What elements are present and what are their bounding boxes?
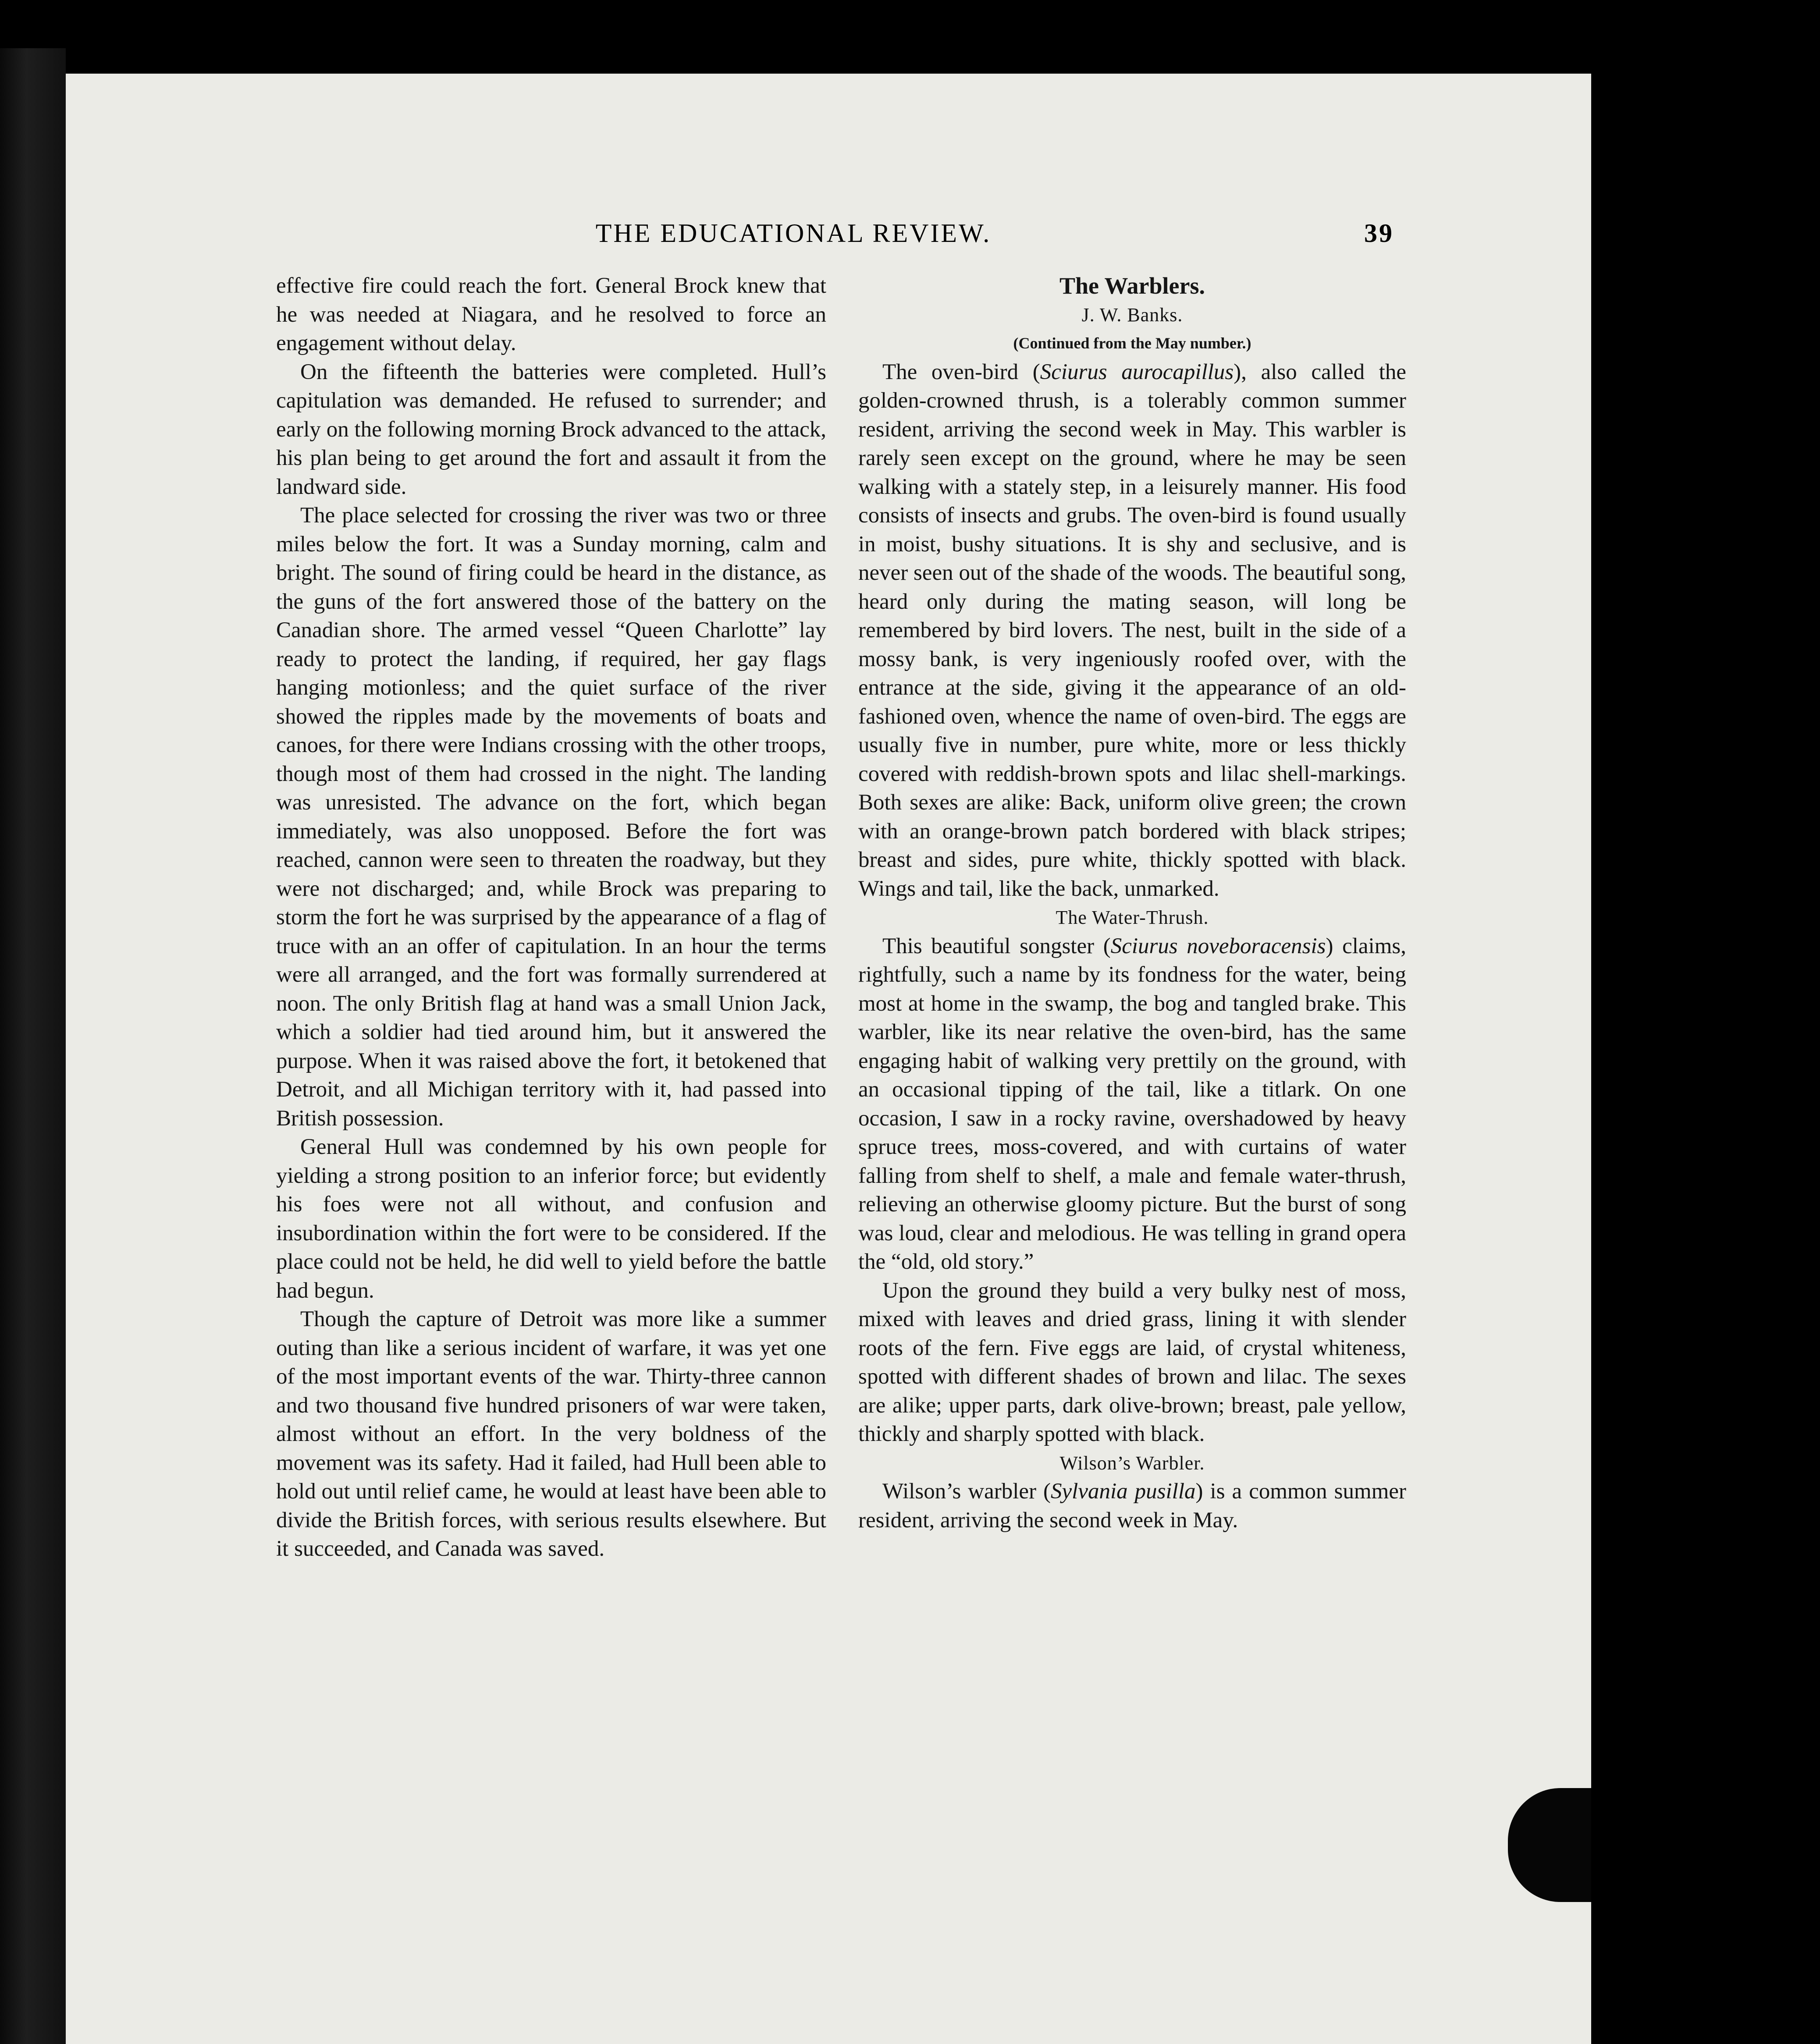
article-author: J. W. Banks. [1081, 304, 1183, 326]
text-run: ), also called the golden-crowned thrush, is a tolerably common summer resident, arriving the second week in May. This warbler is rarely seen except on the ground, where he may be seen walking with a stately step, in a leisurely manner. His food consists of insects and grubs. The oven-bird is found usually in moist, bushy situations. It is shy and seclusive, and is never seen out of the shade of the woods. The beautiful song, heard only during the mating season, will long be remembered by bird lovers. The nest, built in the side of a mossy bank, is very ingeniously roofed over, with the entrance at the side, giving it the appearance of an old-fashioned oven, whence the name of oven-bird. The eggs are usually five in number, pure white, more or less thickly covered with reddish-brown spots and lilac shell-markings. Both sexes are alike: Back, uniform olive green; the crown with an orange-brown patch bordered with black stripes; breast and sides, pure white, thickly spotted with black. Wings and tail, like the back, unmarked. [858, 359, 1406, 901]
continued-note: (Continued from the May number.) [1013, 334, 1251, 352]
paragraph: On the fifteenth the batteries were completed. Hull’s capitulation was demanded. He refused to surrender; and early on the following morning Brock advanced to the attack, his plan being to get around the fort and assault it from the landward side. [276, 359, 826, 499]
wilsons-warbler-paragraph [858, 1477, 1406, 1535]
paragraph: Upon the ground they build a very bulky nest of moss, mixed with leaves and dried grass, lining it with slender roots of the fern. Five eggs are laid, of crystal whiteness, spotted with different shades of brown and lilac. The sexes are alike; upper parts, dark olive-brown; breast, pale yellow, thickly and sharply spotted with black. [858, 1278, 1406, 1446]
page-number: 39 [1364, 219, 1394, 248]
text-run: The oven-bird ( [882, 359, 1040, 384]
section-heading-water-thrush: The Water-Thrush. [1056, 907, 1209, 928]
oven-bird-paragraph [858, 358, 1406, 904]
text-run: ) is a common summer resident, arriving the second week in May. [858, 1479, 1406, 1533]
text-run: This beautiful songster ( [882, 933, 1111, 958]
book-binding-shadow [0, 48, 66, 2044]
section-heading-wilsons-warbler: Wilson’s Warbler. [1059, 1452, 1205, 1474]
paragraph: Though the capture of Detroit was more like a summer outing than like a serious incident of warfare, it was yet one of the most important events of the war. Thirty-three cannon and two thousand five hundred prisoners of war were taken, almost without an effort. In the very boldness of the movement was its safety. Had it failed, had Hull been able to hold out until relief came, he would at least have been able to divide the British forces, with serious results elsewhere. But it succeeded, and Canada was saved. [276, 1307, 826, 1561]
page-header [272, 218, 1394, 253]
latin-name: Sciurus noveboracensis [1110, 933, 1326, 958]
water-thrush-paragraph [858, 932, 1406, 1277]
paragraph: The place selected for crossing the river was two or three miles below the fort. It was a Sunday morning, calm and bright. The sound of firing could be heard in the distance, as the guns of the fort answered those of the battery on the Canadian shore. The armed vessel “Queen Charlotte” lay ready to protect the landing, if required, her gay flags hanging motionless; and the quiet surface of the river showed the ripples made by the movements of boats and canoes, for there were Indians crossing with the other troops, though most of them had crossed in the night. The landing was unresisted. The advance on the fort, which began immediately, was also unopposed. Before the fort was reached, cannon were seen to threaten the roadway, but they were not discharged; and, while Brock was preparing to storm the fort he was surprised by the appearance of a flag of truce with an an offer of capitulation. In an hour the terms were all arranged, and the fort was formally surrendered at noon. The only British flag at hand was a small Union Jack, which a soldier had tied around him, but it answered the purpose. When it was raised above the fort, it betokened that Detroit, and all Michigan territory with it, had passed into British possession. [276, 503, 826, 1131]
article-title: The Warblers. [1059, 273, 1205, 299]
left-column [276, 272, 826, 1564]
text-run: ) claims, rightfully, such a name by its fondness for the water, being most at home in the swamp, the bog and tangled brake. This warbler, like its near relative the oven-bird, has the same engaging habit of walking very prettily on the ground, with an occasional tipping of the tail, like a titlark. On one occasion, I saw in a rocky ravine, overshadowed by heavy spruce trees, moss-covered, and with curtains of water falling from shelf to shelf, a male and female water-thrush, relieving an otherwise gloomy picture. But the burst of song was loud, clear and melodious. He was telling in grand opera the “old, old story.” [858, 933, 1406, 1274]
paragraph: General Hull was condemned by his own people for yielding a strong position to an inferior force; but evidently his foes were not all without, and confusion and insubordination within the fort were to be considered. If the place could not be held, he did well to yield before the battle had begun. [276, 1135, 826, 1303]
right-column [858, 272, 1406, 1535]
running-head: THE EDUCATIONAL REVIEW. [595, 219, 992, 248]
text-run: Wilson’s warbler ( [882, 1479, 1051, 1504]
paragraph: effective fire could reach the fort. General Brock knew that he was needed at Niagara, and he resolved to force an engagement without delay. [276, 273, 826, 355]
latin-name: Sylvania pusilla [1051, 1479, 1196, 1504]
latin-name: Sciurus aurocapillus [1040, 359, 1234, 384]
